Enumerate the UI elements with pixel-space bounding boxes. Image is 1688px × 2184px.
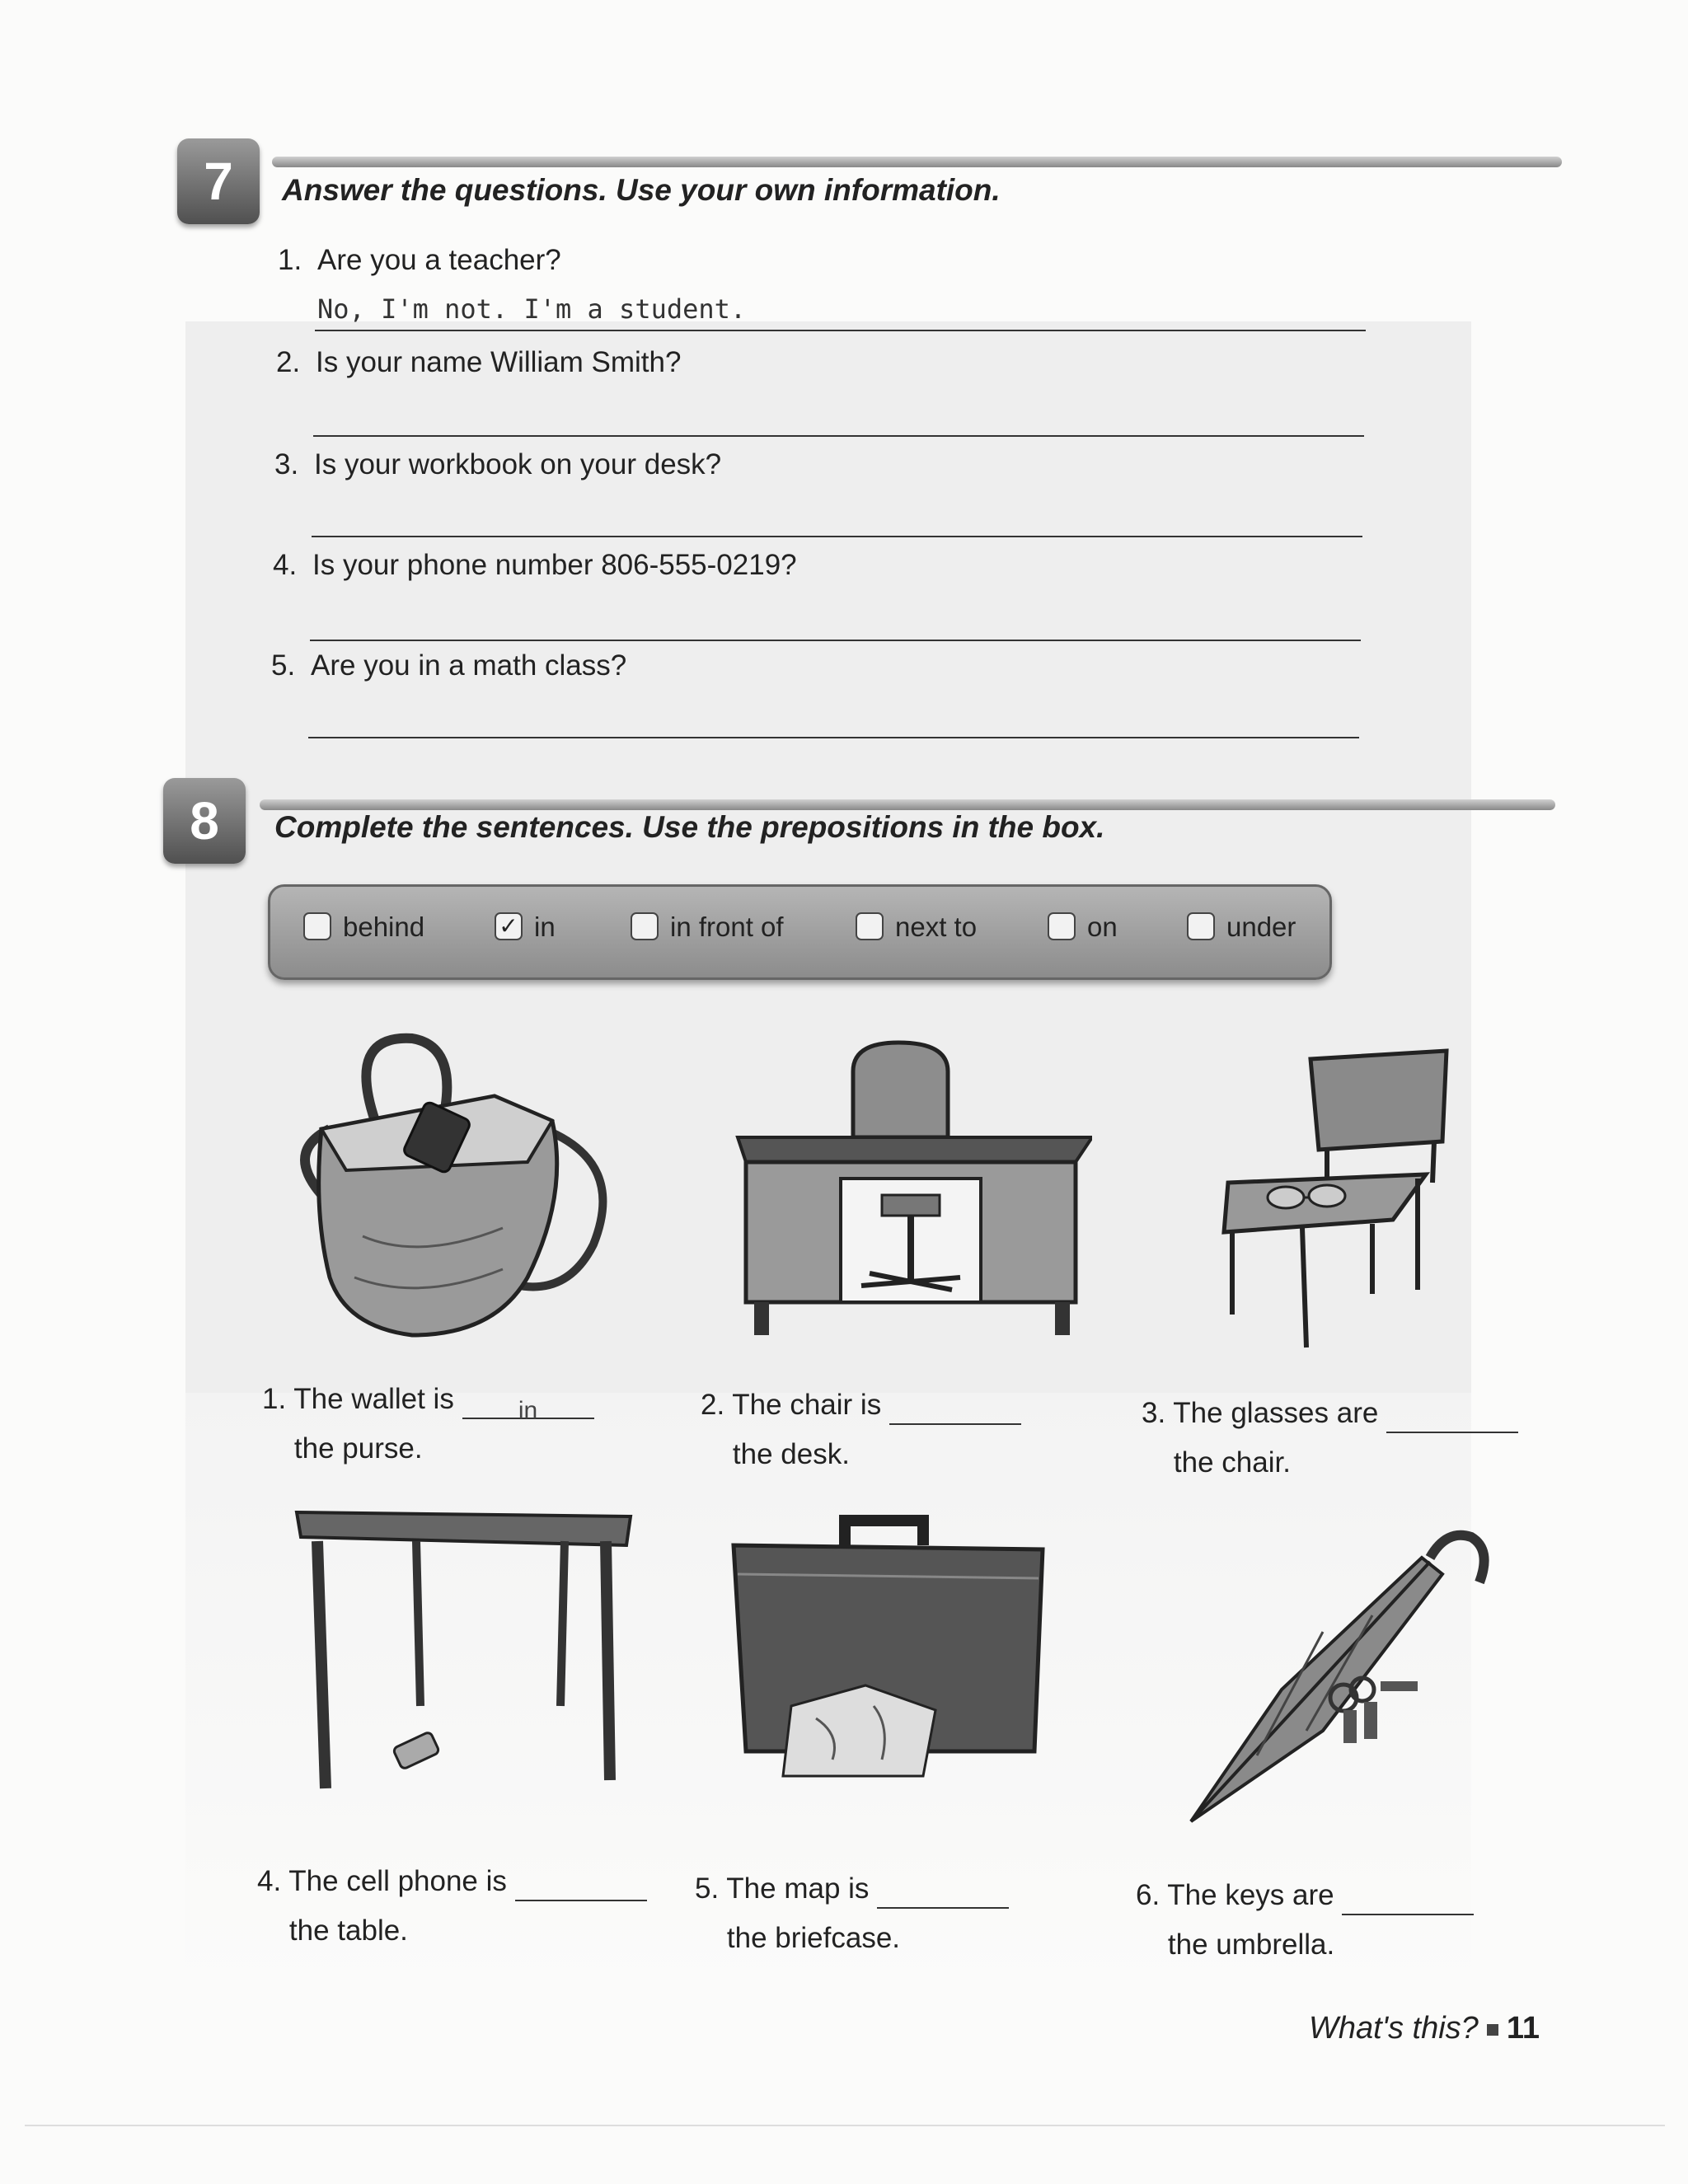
checkbox-icon[interactable] (1187, 912, 1215, 940)
answer-line-2[interactable] (313, 435, 1364, 437)
question-text: Are you in a math class? (311, 649, 627, 682)
question-number: 5. (271, 649, 296, 682)
answer-line-1[interactable] (315, 330, 1366, 331)
checkbox-icon[interactable] (856, 912, 884, 940)
question-number: 3. (274, 448, 299, 480)
briefcase-illustration (725, 1512, 1055, 1784)
answer-blank[interactable]: in (462, 1386, 594, 1419)
sentence-3: 3. The glasses are the chair. (1142, 1389, 1518, 1488)
question-2 (276, 346, 681, 379)
question-text: Is your name William Smith? (316, 346, 682, 378)
chair-illustration (1220, 1043, 1451, 1356)
section-8-bar (260, 799, 1555, 810)
section-8-number: 8 (163, 778, 246, 864)
sentence-2: 2. The chair is the desk. (701, 1380, 1021, 1479)
preposition-next-to[interactable]: next to (856, 912, 977, 943)
preposition-box (268, 884, 1332, 980)
preposition-under[interactable]: under (1187, 912, 1296, 943)
purse-illustration (297, 1030, 618, 1360)
section-8-title: Complete the sentences. Use the prepositions in the box. (274, 810, 1105, 844)
question-5 (271, 649, 626, 682)
question-text: Is your phone number 806-555-0219? (312, 549, 797, 581)
handwritten-answer-1: No, I'm not. I'm a student. (317, 293, 747, 325)
question-3 (274, 448, 721, 481)
preposition-behind[interactable]: behind (303, 912, 424, 943)
question-number: 4. (273, 549, 298, 581)
answer-blank[interactable] (1386, 1400, 1518, 1433)
preposition-on[interactable]: on (1048, 912, 1118, 943)
preposition-in-front-of[interactable]: in front of (631, 912, 784, 943)
desk-illustration (729, 1038, 1092, 1343)
checkmark-icon[interactable]: ✓ (495, 912, 523, 940)
checkbox-icon[interactable] (303, 912, 331, 940)
footer-title: What's this? (1309, 2011, 1479, 2046)
page-number: 11 (1506, 2011, 1540, 2046)
sentence-1: 1. The wallet is in the purse. (262, 1375, 594, 1474)
section-7-bar (272, 157, 1562, 167)
table-illustration (293, 1508, 639, 1797)
question-text: Are you a teacher? (317, 244, 561, 276)
question-number: 2. (276, 346, 301, 378)
sentence-5: 5. The map is the briefcase. (695, 1864, 1009, 1963)
answer-blank[interactable] (889, 1392, 1021, 1425)
bullet-square-icon (1487, 2024, 1498, 2036)
sentence-6: 6. The keys are the umbrella. (1136, 1871, 1474, 1970)
answer-line-5[interactable] (308, 737, 1359, 738)
checkbox-icon[interactable] (1048, 912, 1076, 940)
page-edge (25, 2125, 1665, 2126)
section-7-number: 7 (177, 138, 260, 224)
question-1 (278, 244, 561, 277)
answer-line-4[interactable] (310, 640, 1361, 641)
preposition-in[interactable]: ✓ in (495, 912, 556, 943)
answer-blank[interactable] (515, 1868, 647, 1901)
question-text: Is your workbook on your desk? (314, 448, 722, 480)
sentence-4: 4. The cell phone is the table. (257, 1857, 647, 1956)
section-7-title: Answer the questions. Use your own information. (282, 173, 1001, 207)
page-footer (1309, 2011, 1540, 2046)
umbrella-illustration (1158, 1525, 1545, 1830)
answer-blank[interactable] (1342, 1882, 1474, 1915)
checkbox-icon[interactable] (631, 912, 659, 940)
question-number: 1. (278, 244, 302, 276)
question-4 (273, 549, 797, 582)
answer-blank[interactable] (877, 1876, 1009, 1909)
answer-line-3[interactable] (312, 536, 1362, 537)
